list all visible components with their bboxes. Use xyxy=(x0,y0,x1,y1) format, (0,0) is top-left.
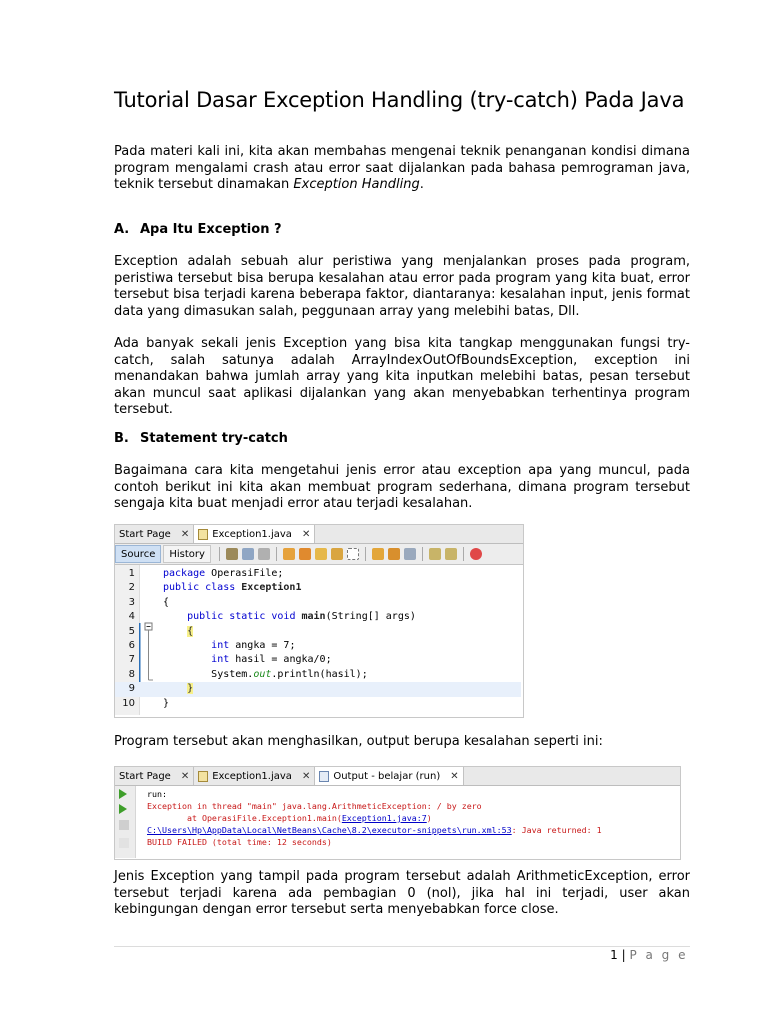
output-settings-icon[interactable] xyxy=(119,838,129,848)
find-previous-icon[interactable] xyxy=(283,548,295,560)
shift-left-icon[interactable] xyxy=(429,548,441,560)
close-icon[interactable]: ✕ xyxy=(301,770,311,782)
close-icon[interactable]: ✕ xyxy=(180,770,190,782)
close-icon[interactable]: ✕ xyxy=(301,528,311,540)
section-a-heading xyxy=(114,222,282,237)
toolbar-separator xyxy=(463,547,464,561)
output-line-exception: Exception in thread "main" java.lang.ArithmeticException: / by zero xyxy=(147,801,482,811)
output-line-build-failed: BUILD FAILED (total time: 12 seconds) xyxy=(147,837,332,847)
code-line: 5 { xyxy=(128,625,194,637)
page-number-separator: | xyxy=(621,948,626,962)
code-line: 1 package OperasiFile; xyxy=(128,568,284,579)
tab-output-label: Output - belajar (run) xyxy=(333,770,441,782)
run-xml-link[interactable]: C:\Users\Hp\AppData\Local\NetBeans\Cache\8.2\executor-snippets\run.xml:53 xyxy=(147,825,512,835)
toggle-highlight-icon[interactable] xyxy=(331,548,343,560)
output-line-run: run: xyxy=(147,789,167,799)
code-line: 7 int hasil = angka/0; xyxy=(128,654,332,666)
record-macro-icon[interactable] xyxy=(470,548,482,560)
editor-tab-bar xyxy=(115,525,523,544)
code-area[interactable] xyxy=(115,565,523,715)
stop-icon[interactable] xyxy=(119,820,129,830)
tab-output-run[interactable] xyxy=(315,767,463,785)
code-line-current: 9 } xyxy=(115,682,521,696)
previous-bookmark-icon[interactable] xyxy=(372,548,384,560)
section-b-title: Statement try-catch xyxy=(140,431,288,446)
find-selection-icon[interactable] xyxy=(315,548,327,560)
tab-exception1-java[interactable] xyxy=(194,525,315,543)
find-next-icon[interactable] xyxy=(299,548,311,560)
toolbar-icons xyxy=(217,547,482,561)
tab-start-page-label: Start Page xyxy=(119,770,171,782)
close-icon[interactable]: ✕ xyxy=(450,770,459,782)
page-number xyxy=(610,948,688,962)
close-icon[interactable]: ✕ xyxy=(180,528,190,540)
shift-right-icon[interactable] xyxy=(445,548,457,560)
output-window-screenshot xyxy=(114,766,681,860)
page-label: P a g e xyxy=(629,948,688,962)
tab-start-page[interactable] xyxy=(115,525,194,543)
back-icon[interactable] xyxy=(242,548,254,560)
output-area[interactable] xyxy=(115,786,680,858)
rerun-with-params-icon[interactable] xyxy=(119,804,127,814)
editor-toolbar xyxy=(115,544,523,565)
intro-end: . xyxy=(419,177,424,192)
section-a-paragraph-2: Ada banyak sekali jenis Exception yang bisa kita tangkap menggunakan fungsi try-catch, salah satunya adalah ArrayIndexOutOfBoundsException, exception ini menandakan bahwa jumlah array yang kita inputkan melebihi batas, pesan tersebut akan muncul saat aplikasi dijalankan yang akan menyebabkan terhentinya program tersebut. xyxy=(114,336,690,417)
toggle-bookmark-icon[interactable] xyxy=(404,548,416,560)
section-a-title: Apa Itu Exception ? xyxy=(140,222,282,237)
tab-exception1-label: Exception1.java xyxy=(212,528,292,540)
toolbar-separator xyxy=(276,547,277,561)
intro-italic: Exception Handling xyxy=(293,177,420,192)
tab-start-page-label: Start Page xyxy=(119,528,171,540)
history-button[interactable]: History xyxy=(163,545,211,563)
stacktrace-link[interactable]: Exception1.java:7 xyxy=(341,813,427,823)
java-file-icon xyxy=(198,529,208,540)
output-line-stacktrace: at OperasiFile.Exception1.main(Exception1.java:7) xyxy=(147,813,432,823)
next-bookmark-icon[interactable] xyxy=(388,548,400,560)
output-line-java-returned: C:\Users\Hp\AppData\Local\NetBeans\Cache\8.2\executor-snippets\run.xml:53: Java returned: 1 xyxy=(147,825,602,835)
java-file-icon xyxy=(198,771,208,782)
code-editor-screenshot xyxy=(114,524,524,718)
last-edit-icon[interactable] xyxy=(226,548,238,560)
rectangular-selection-icon[interactable] xyxy=(347,548,359,560)
section-b-paragraph-2: Program tersebut akan menghasilkan, output berupa kesalahan seperti ini: xyxy=(114,734,603,749)
section-b-paragraph-3: Jenis Exception yang tampil pada program tersebut adalah ArithmeticException, error tersebut terjadi karena ada pembagian 0 (nol), jika hal ini terjadi, user akan kebingungan dengan error tersebut serta menyebabkan force close. xyxy=(114,869,690,917)
output-window-icon xyxy=(319,771,329,782)
section-a-paragraph-1: Exception adalah sebuah alur peristiwa yang menjalankan proses pada program, peristiwa tersebut bisa berupa kesalahan atau error pada program yang kita buat, error tersebut bisa terjadi karena beberapa faktor, diantaranya: kesalahan input, jenis format data yang dimasukan salah, peggunaan array yang melebihi batas, Dll. xyxy=(114,254,690,319)
document-title: Tutorial Dasar Exception Handling (try-catch) Pada Java xyxy=(114,88,685,112)
tab-start-page[interactable] xyxy=(115,767,194,785)
section-b-letter: B. xyxy=(114,431,129,446)
code-line: 8 System.out.println(hasil); xyxy=(128,668,368,680)
toolbar-separator xyxy=(365,547,366,561)
intro-text: Pada materi kali ini, kita akan membahas mengenai teknik penanganan kondisi dimana program mengalami crash atau error saat dijalankan pada bahasa pemrograman java, teknik tersebut dinamakan xyxy=(114,144,690,192)
section-a-letter: A. xyxy=(114,222,130,237)
toolbar-separator xyxy=(422,547,423,561)
output-tab-bar xyxy=(115,767,680,786)
section-b-heading xyxy=(114,431,288,446)
page-number-value: 1 xyxy=(610,948,618,962)
intro-paragraph xyxy=(114,144,690,194)
rerun-icon[interactable] xyxy=(119,789,127,799)
code-line: 3 { xyxy=(128,596,170,608)
footer-divider xyxy=(114,946,690,947)
source-button[interactable]: Source xyxy=(115,545,161,563)
forward-icon[interactable] xyxy=(258,548,270,560)
code-line: 6 int angka = 7; xyxy=(128,640,296,651)
tab-exception1-java[interactable] xyxy=(194,767,315,785)
code-line: 10 } xyxy=(122,697,170,709)
section-b-paragraph-1: Bagaimana cara kita mengetahui jenis error atau exception apa yang muncul, pada contoh berikut ini kita akan membuat program sederhana, dimana program tersebut sengaja kita buat menjadi error atau terjadi kesalahan. xyxy=(114,463,690,511)
toolbar-separator xyxy=(219,547,220,561)
code-line: 2 public class Exception1 xyxy=(128,582,302,594)
tab-exception1-label: Exception1.java xyxy=(212,770,292,782)
code-line: 4 public static void main(String[] args) xyxy=(128,611,416,623)
